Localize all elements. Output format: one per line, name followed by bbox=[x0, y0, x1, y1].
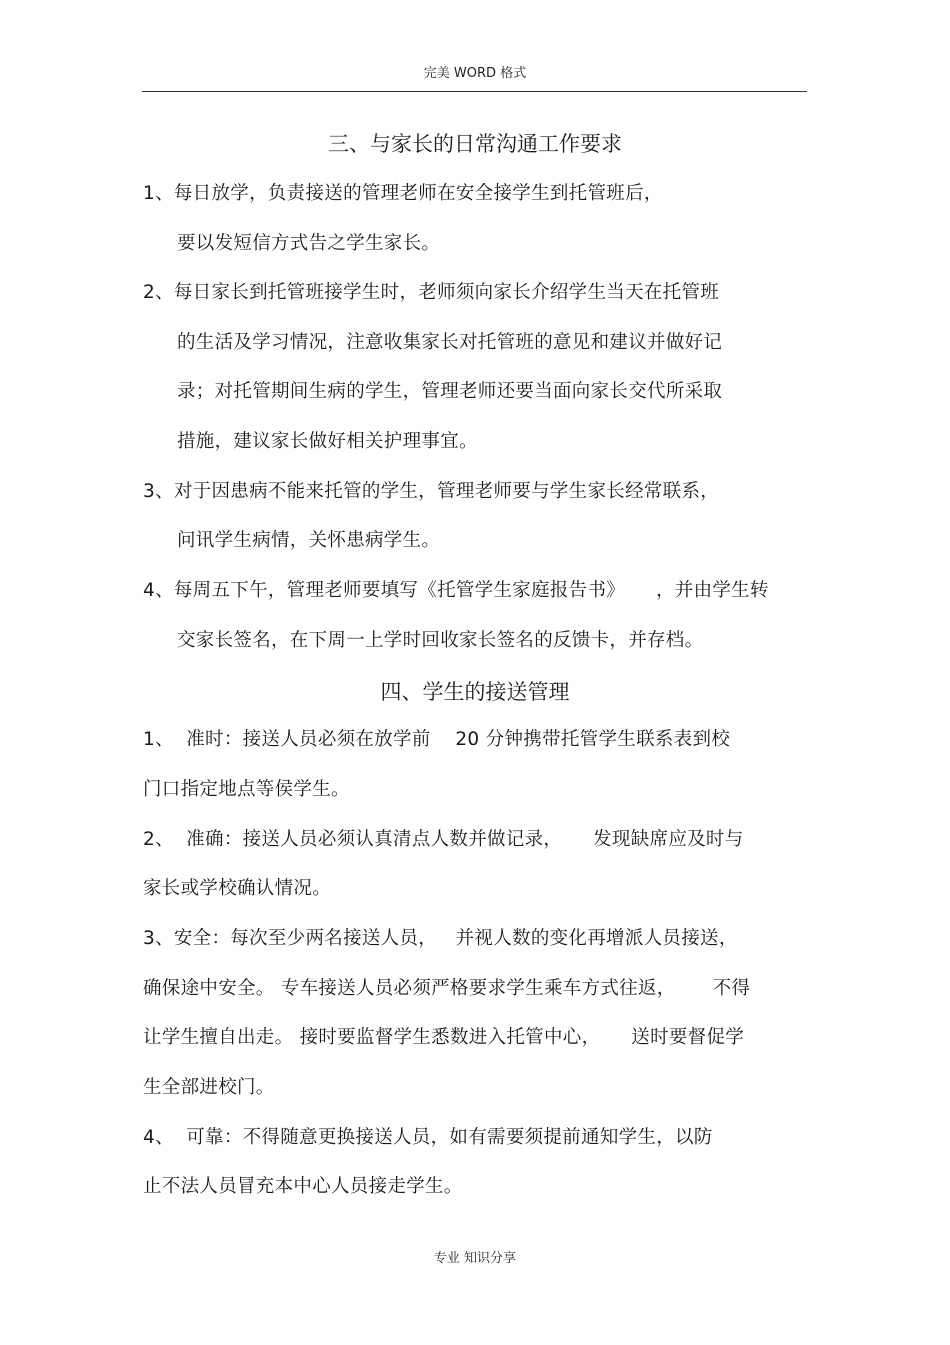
section-4-line: 确保途中安全。 专车接送人员必须严格要求学生乘车方式往返， 不得 bbox=[143, 978, 751, 999]
section-4-line: 3、安全：每次至少两名接送人员， 并视人数的变化再增派人员接送， bbox=[143, 928, 738, 949]
section-4-title: 四、学生的接送管理 bbox=[380, 680, 570, 704]
section-3-line: 4、每周五下午，管理老师要填写《托管学生家庭报告书》 ，并由学生转 bbox=[143, 580, 769, 601]
section-4-line: 让学生擅自出走。 接时要监督学生悉数进入托管中心， 送时要督促学 bbox=[143, 1027, 745, 1048]
section-4-line: 门口指定地点等侯学生。 bbox=[143, 779, 350, 800]
section-4-line: 1、 准时：接送人员必须在放学前 20 分钟携带托管学生联系表到校 bbox=[143, 729, 731, 750]
section-4-line: 生全部进校门。 bbox=[143, 1077, 275, 1098]
header-divider bbox=[142, 91, 807, 92]
section-3-line: 1、每日放学，负责接送的管理老师在安全接学生到托管班后， bbox=[143, 183, 663, 204]
section-3-line: 的生活及学习情况，注意收集家长对托管班的意见和建议并做好记 bbox=[177, 332, 723, 353]
section-3-title: 三、与家长的日常沟通工作要求 bbox=[328, 132, 622, 156]
section-3-line: 措施，建议家长做好相关护理事宜。 bbox=[177, 431, 478, 452]
section-3-line: 要以发短信方式告之学生家长。 bbox=[177, 233, 441, 254]
section-4-line: 2、 准确：接送人员必须认真清点人数并做记录， 发现缺席应及时与 bbox=[143, 829, 744, 850]
section-3-line: 3、对于因患病不能来托管的学生，管理老师要与学生家长经常联系， bbox=[143, 481, 720, 502]
section-4-line: 4、 可靠：不得随意更换接送人员，如有需要须提前通知学生，以防 bbox=[143, 1127, 713, 1148]
section-4-line: 止不法人员冒充本中心人员接走学生。 bbox=[143, 1176, 463, 1197]
section-3-line: 录；对托管期间生病的学生，管理老师还要当面向家长交代所采取 bbox=[177, 381, 723, 402]
section-3-line: 2、每日家长到托管班接学生时，老师须向家长介绍学生当天在托管班 bbox=[143, 282, 720, 303]
section-4-line: 家长或学校确认情况。 bbox=[143, 878, 332, 899]
page-footer: 专业 知识分享 bbox=[433, 1251, 517, 1266]
section-3-line: 交家长签名，在下周一上学时回收家长签名的反馈卡，并存档。 bbox=[177, 630, 704, 651]
page-header: 完美 WORD 格式 bbox=[423, 66, 527, 81]
section-3-line: 问讯学生病情，关怀患病学生。 bbox=[177, 530, 441, 551]
